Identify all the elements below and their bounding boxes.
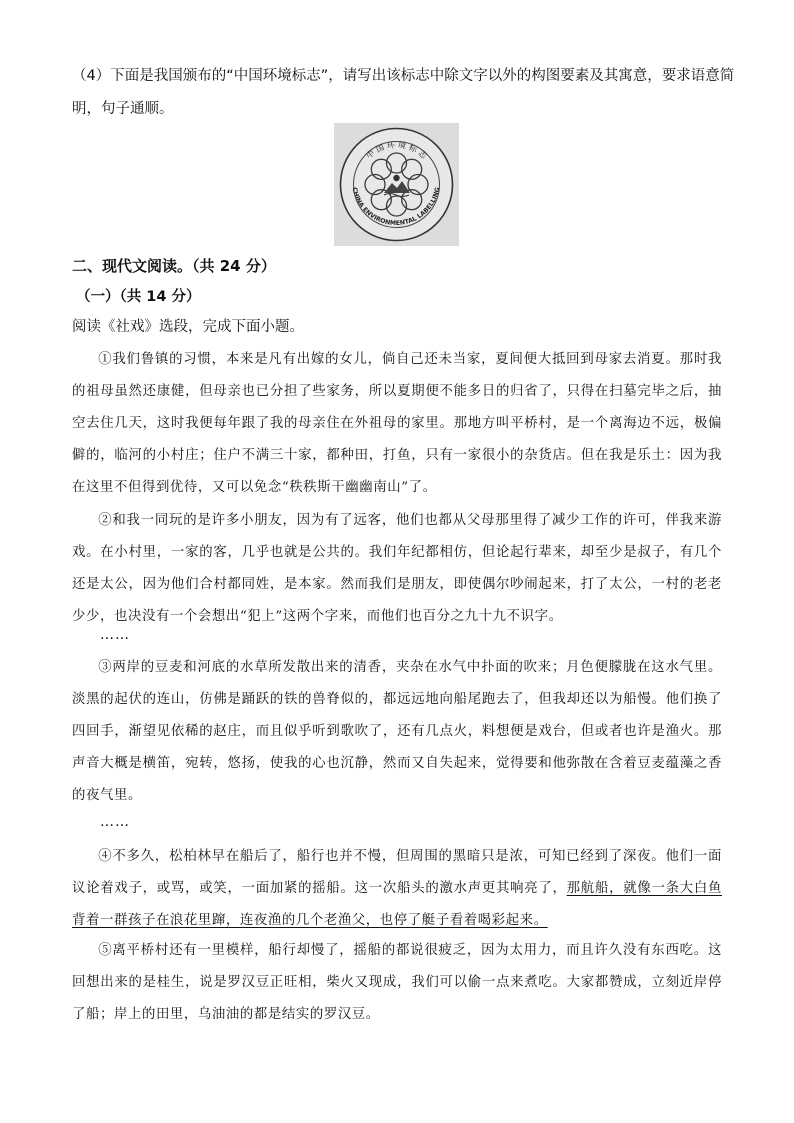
ellipsis-1: …… bbox=[100, 627, 130, 643]
paragraph-4 bbox=[72, 841, 722, 937]
ellipsis-2: …… bbox=[100, 814, 130, 830]
question4-line2: 明，句子通顺。 bbox=[72, 101, 174, 117]
paragraph-3-text: ③两岸的豆麦和河底的水草所发散出来的清香，夹杂在水气中扑面的吹来；月色便朦胧在这水气里。淡黑的起伏的连山，仿佛是踊跃的铁的兽脊似的，都远远地向船尾跑去了，但我却还以为船慢。他们换了四回手，渐望见依稀的赵庄，而且似乎听到歌吹了，还有几点火，料想便是戏台，但或者也许是渔火。那声音大概是横笛，宛转，悠扬，使我的心也沉静，然而又自失起来，觉得要和他弥散在含着豆麦蕴藻之香的夜气里。 bbox=[72, 660, 722, 803]
section2-heading: 二、现代文阅读。（共 24 分） bbox=[72, 257, 276, 275]
paragraph-1-text: ①我们鲁镇的习惯，本来是凡有出嫁的女儿，倘自己还未当家，夏间便大抵回到母家去消夏。那时我的祖母虽然还康健，但母亲也已分担了些家务，所以夏期便不能多日的归省了，只得在扫墓完毕之后，抽空去住几天，这时我便每年跟了我的母亲住在外祖母的家里。那地方叫平桥村，是一个离海边不远，极偏僻的，临河的小村庄；住户不满三十家，都种田，打鱼，只有一家很小的杂货店。但在我是乐土：因为我在这里不但得到优待，又可以免念“秩秩斯干幽幽南山”了。 bbox=[72, 352, 722, 495]
question4-line1: （4）下面是我国颁布的“中国环境标志”，请写出该标志中除文字以外的构图要素及其寓意，要求语意简 bbox=[72, 68, 735, 84]
emblem-icon bbox=[334, 123, 459, 246]
paragraph-3 bbox=[72, 652, 722, 812]
paragraph-2 bbox=[72, 505, 722, 633]
reading-instruction: 阅读《社戏》选段，完成下面小题。 bbox=[72, 319, 304, 335]
paragraph-1 bbox=[72, 344, 722, 504]
paragraph-4-text: ④不多久，松柏林早在船后了，船行也并不慢，但周围的黑暗只是浓，可知已经到了深夜。他们一面议论着戏子，或骂，或笑，一面加紧的摇船。这一次船头的激水声更其响亮了， bbox=[72, 849, 722, 896]
section2-subheading: （一）（共 14 分） bbox=[76, 289, 201, 305]
paragraph-4-underlined-sentence: 那航船，就像一条大白鱼背着一群孩子在浪花里蹿，连夜渔的几个老渔父，也停了艇子看着喝彩起来。 bbox=[72, 881, 722, 928]
paragraph-5-text: ⑤离平桥村还有一里模样，船行却慢了，摇船的都说很疲乏，因为太用力，而且许久没有东西吃。这回想出来的是桂生，说是罗汉豆正旺相，柴火又现成，我们可以偷一点来煮吃。大家都赞成，立刻近岸停了船；岸上的田里，乌油油的都是结实的罗汉豆。 bbox=[72, 943, 722, 1022]
emblem-top-text: 中 国 环 境 标 志 bbox=[364, 140, 429, 161]
paragraph-5 bbox=[72, 935, 722, 1031]
china-environmental-label-emblem bbox=[334, 123, 459, 246]
paragraph-2-text: ②和我一同玩的是许多小朋友，因为有了远客，他们也都从父母那里得了减少工作的许可，伴我来游戏。在小村里，一家的客，几乎也就是公共的。我们年纪都相仿，但论起行辈来，却至少是叔子，有几个还是太公，因为他们合村都同姓，是本家。然而我们是朋友，即使偶尔吵闹起来，打了太公，一村的老老少少，也决没有一个会想出“犯上”这两个字来，而他们也百分之九十九不识字。 bbox=[72, 513, 722, 624]
emblem-ring-text: CHINA ENVIRONMENTAL LABELLING bbox=[350, 186, 442, 228]
